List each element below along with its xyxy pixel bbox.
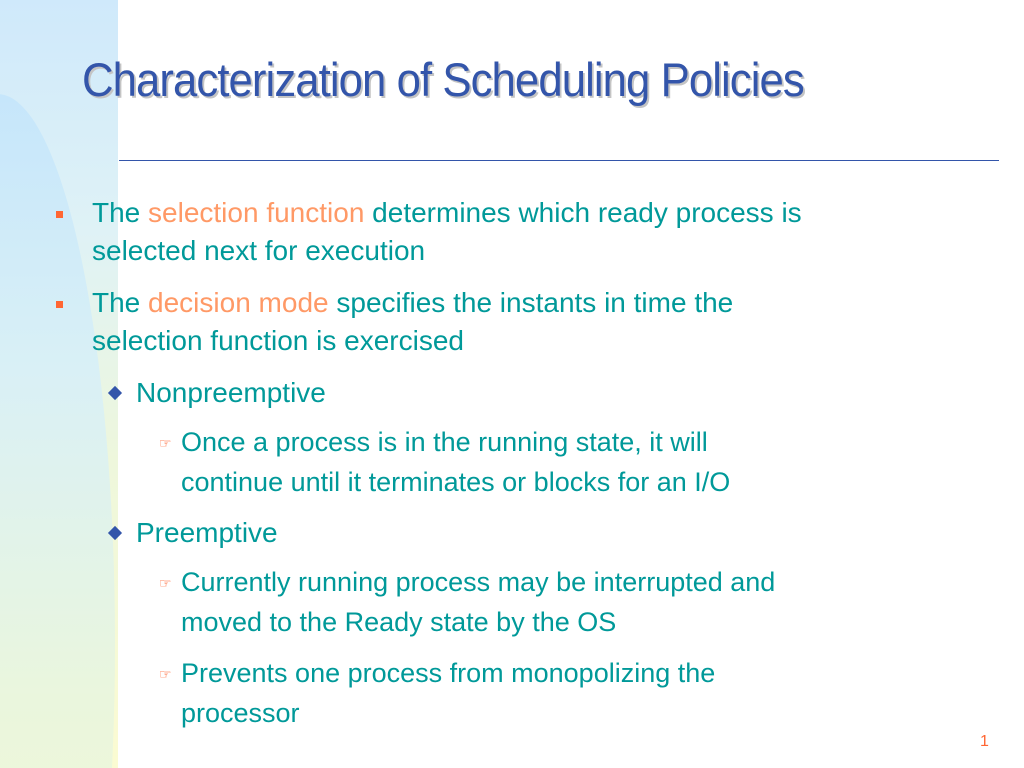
nonpreemptive-detail-line1: Once a process is in the running state, it will — [181, 427, 708, 457]
preemptive-detail2-line2: processor — [181, 698, 300, 728]
sub-bullet-nonpreemptive: Nonpreemptive — [136, 377, 326, 408]
bullet-text: specifies the instants in time the — [328, 287, 734, 318]
preemptive-detail2-line1: Prevents one process from monopolizing the — [181, 658, 716, 688]
diamond-bullet-icon — [108, 526, 122, 540]
bullet-decision-mode-line2: selection function is exercised — [92, 325, 464, 356]
slide-title: Characterization of Scheduling Policies — [82, 53, 804, 106]
bullet-prefix: The — [92, 287, 149, 318]
sub-bullet-preemptive: Preemptive — [136, 517, 278, 548]
square-bullet-icon — [56, 211, 63, 218]
preemptive-detail1-line1: Currently running process may be interrupted and — [181, 567, 776, 597]
diamond-bullet-icon — [108, 386, 122, 400]
bullet-prefix: The — [92, 197, 149, 228]
square-bullet-icon — [56, 301, 63, 308]
bullet-decision-mode-line1 — [92, 284, 733, 322]
bullet-selection-function-line1 — [92, 194, 802, 232]
pointing-hand-icon: ☞ — [159, 666, 172, 682]
preemptive-detail1-line2: moved to the Ready state by the OS — [181, 607, 617, 637]
pointing-hand-icon: ☞ — [159, 575, 172, 591]
pointing-hand-icon: ☞ — [159, 435, 172, 451]
bullet-selection-function-line2: selected next for execution — [92, 235, 426, 266]
highlight-selection-function: selection function — [148, 197, 365, 228]
highlight-decision-mode: decision mode — [148, 287, 329, 318]
nonpreemptive-detail-line2: continue until it terminates or blocks for an I/O — [181, 467, 731, 497]
page-number: 1 — [980, 733, 989, 750]
bullet-text: determines which ready process is — [364, 197, 802, 228]
